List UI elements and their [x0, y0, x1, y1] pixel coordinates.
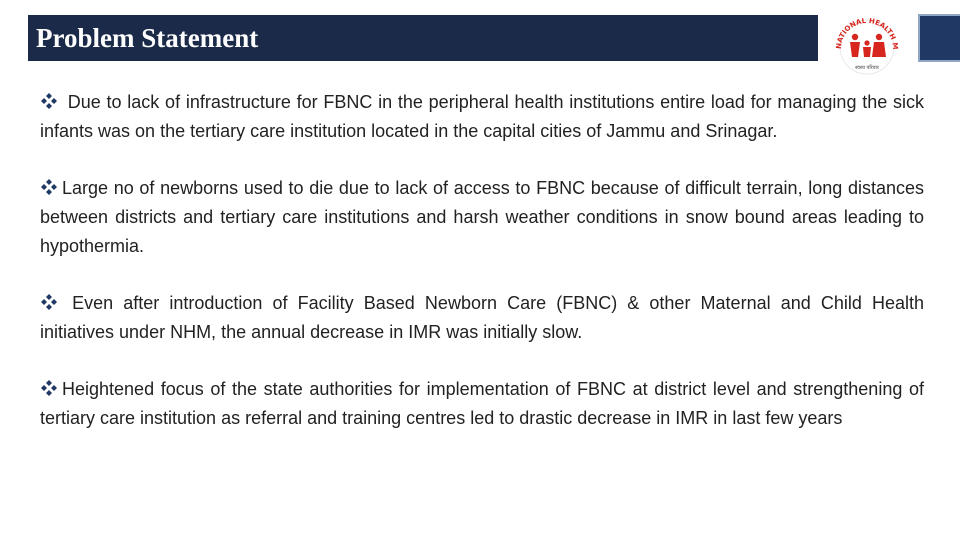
corner-decoration	[918, 14, 960, 62]
bullet-text-1: Due to lack of infrastructure for FBNC in the peripheral health institutions entire load for managing the sick infants was on the tertiary care institution located in the capital cities of Jammu and Srinagar.	[40, 92, 924, 141]
diamond-bullet-icon	[40, 377, 58, 395]
bullet-item-1	[40, 88, 924, 146]
logo-bottom-text: स्वस्थ परिवार	[855, 65, 879, 71]
page-title: Problem Statement	[36, 23, 259, 53]
bullet-item-4	[40, 375, 924, 433]
bullet-list	[40, 88, 924, 433]
diamond-bullet-icon	[40, 176, 58, 194]
bullet-item-2	[40, 174, 924, 261]
diamond-bullet-icon	[40, 291, 58, 309]
bullet-item-3	[40, 289, 924, 347]
diamond-bullet-icon	[40, 90, 58, 108]
bullet-text-2: Large no of newborns used to die due to lack of access to FBNC because of difficult terrain, long distances between districts and tertiary care institutions and harsh weather conditions in snow bound areas leading to hypothermia.	[40, 178, 924, 256]
national-health-mission-logo-icon	[829, 15, 905, 75]
title-bar	[28, 15, 818, 61]
nhm-logo	[829, 15, 905, 75]
logo-ring-text: NATIONAL HEALTH M	[834, 16, 900, 50]
bullet-text-4: Heightened focus of the state authorities for implementation of FBNC at district level and strengthening of tertiary care institution as referral and training centres led to drastic decrease in IMR in last few years	[40, 379, 924, 428]
bullet-text-3: Even after introduction of Facility Based Newborn Care (FBNC) & other Maternal and Child Health initiatives under NHM, the annual decrease in IMR was initially slow.	[40, 293, 924, 342]
